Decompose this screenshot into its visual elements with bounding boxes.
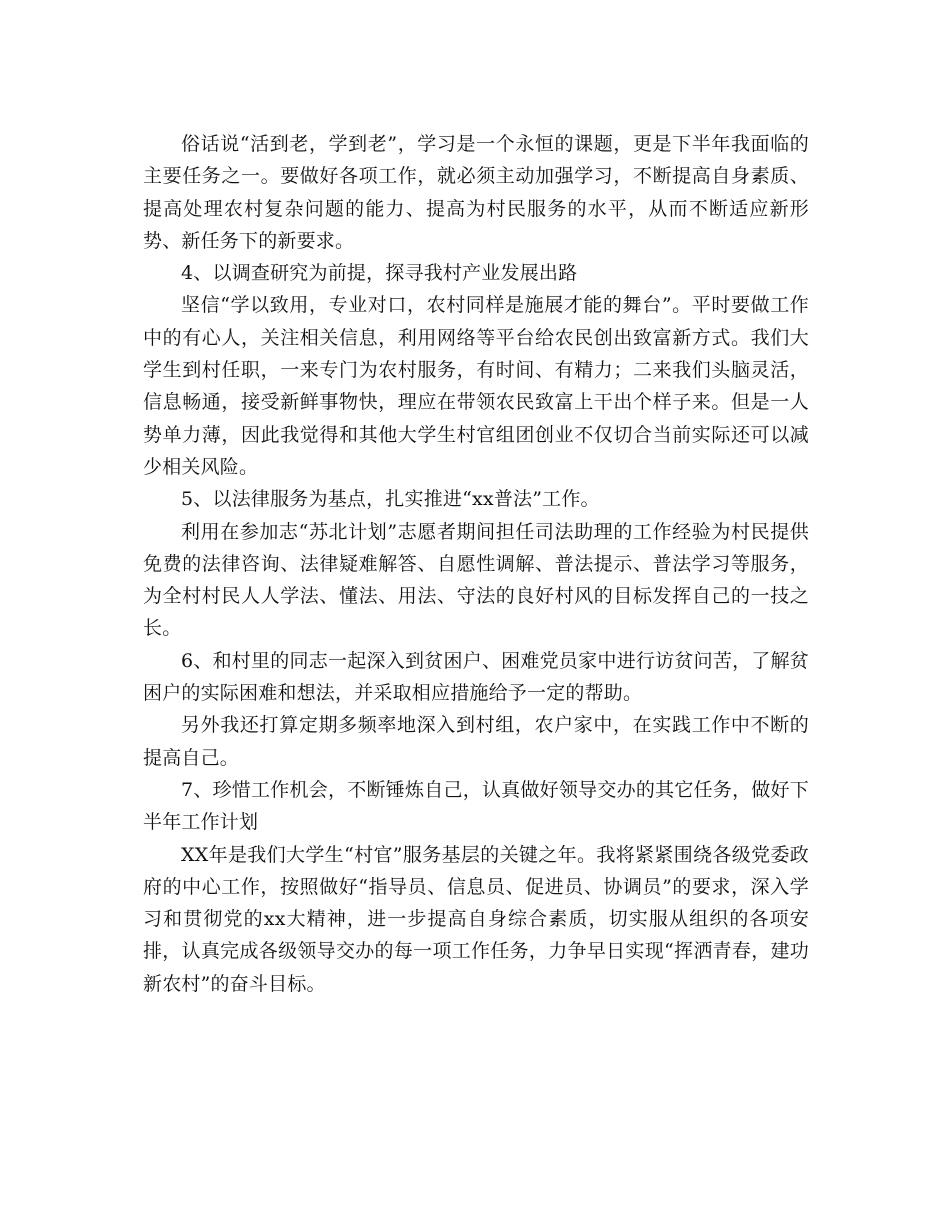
paragraph-item-6: 6、和村里的同志一起深入到贫困户、困难党员家中进行访贫问苦，了解贫困户的实际困难和想法，并采取相应措施给予一定的帮助。 [143,649,809,705]
heading-item-7: 7、珍惜工作机会，不断锤炼自己，认真做好领导交办的其它任务，做好下半年工作计划 [143,778,809,834]
document-body [143,128,809,1000]
heading-item-4: 4、以调查研究为前提，探寻我村产业发展出路 [181,262,578,285]
paragraph-industry: 坚信“学以致用，专业对口，农村同样是施展才能的舞台”。平时要做工作中的有心人，关注相关信息，利用网络等平台给农民创出致富新方式。我们大学生到村任职，一来专门为农村服务，有时间、有精力；二来我们头脑灵活，信息畅通，接受新鲜事物快，理应在带领农民致富上干出个样子来。但是一人势单力薄，因此我觉得和其他大学生村官组团创业不仅切合当前实际还可以减少相关风险。 [143,294,809,478]
paragraph-study: 俗话说“活到老，学到老”，学习是一个永恒的课题，更是下半年我面临的主要任务之一。要做好各项工作，就必须主动加强学习，不断提高自身素质、提高处理农村复杂问题的能力、提高为村民服务的水平，从而不断适应新形势、新任务下的新要求。 [143,133,809,252]
paragraph-practice: 另外我还打算定期多频率地深入到村组，农户家中，在实践工作中不断的提高自己。 [143,714,809,769]
heading-item-5: 5、以法律服务为基点，扎实推进“xx普法”工作。 [181,488,600,511]
paragraph-year-goal: XX年是我们大学生“村官”服务基层的关键之年。我将紧紧围绕各级党委政府的中心工作，按照做好“指导员、信息员、促进员、协调员”的要求，深入学习和贯彻党的xx大精神，进一步提高自身综合素质，切实服从组织的各项安排，认真完成各级领导交办的每一项工作任务，力争早日实现“挥洒青春，建功新农村”的奋斗目标。 [143,843,809,995]
paragraph-legal-service: 利用在参加志“苏北计划”志愿者期间担任司法助理的工作经验为村民提供免费的法律咨询、法律疑难解答、自愿性调解、普法提示、普法学习等服务，为全村村民人人学法、懂法、用法、守法的良好村风的目标发挥自己的一技之长。 [143,520,809,640]
